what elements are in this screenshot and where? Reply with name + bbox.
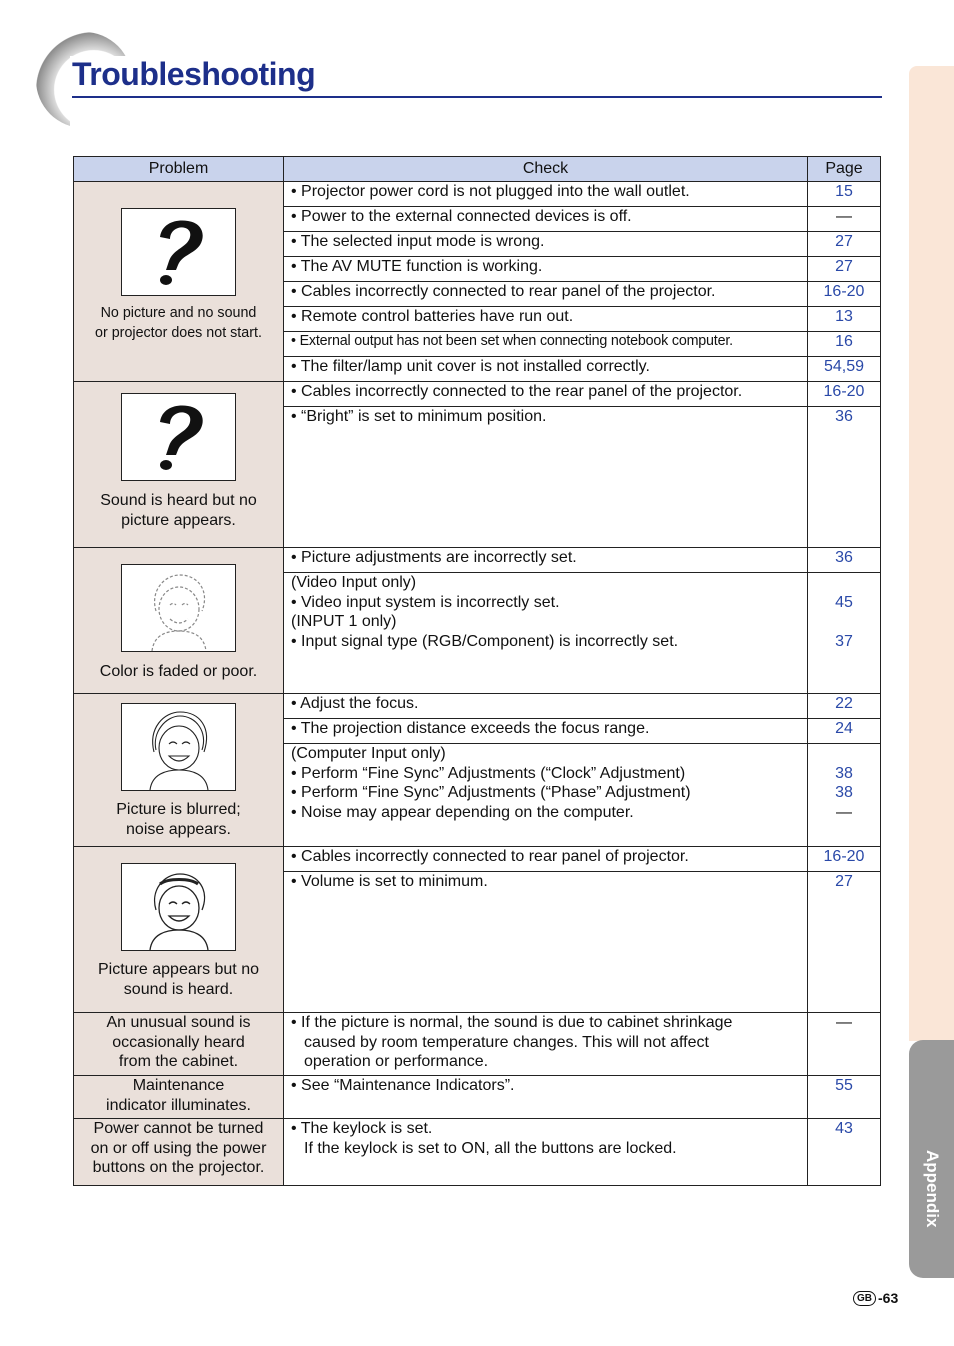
page-link[interactable]: 16-20 — [808, 847, 881, 872]
page-link[interactable]: 38 — [835, 764, 853, 782]
page-link[interactable]: 16-20 — [808, 282, 881, 307]
question-mark-icon — [121, 393, 236, 481]
check-cell: • If the picture is normal, the sound is due to cabinet shrinkage caused by room temperature changes. This will not affect operation or performance. — [284, 1013, 808, 1076]
problem-text: Maintenance indicator illuminates. — [106, 1077, 251, 1114]
page-link[interactable]: 16-20 — [808, 382, 881, 407]
question-mark-icon — [121, 208, 236, 296]
check-cell: • Volume is set to minimum. — [284, 872, 808, 1013]
page-link[interactable]: 27 — [808, 257, 881, 282]
problem-cell — [74, 694, 284, 847]
page-ref — [808, 573, 881, 694]
check-cell: • Projector power cord is not plugged into the wall outlet. — [284, 182, 808, 207]
check-cell: • The AV MUTE function is working. — [284, 257, 808, 282]
problem-cell — [74, 1119, 284, 1186]
page-ref: — — [808, 1013, 881, 1076]
faded-girl-illustration — [121, 564, 236, 652]
check-cell: • See “Maintenance Indicators”. — [284, 1076, 808, 1119]
page-link[interactable]: 22 — [808, 694, 881, 719]
check-cell: • Cables incorrectly connected to rear panel of the projector. — [284, 282, 808, 307]
page-link[interactable]: 36 — [808, 548, 881, 573]
page-link[interactable]: 45 — [835, 593, 853, 611]
problem-text: Color is faded or poor. — [99, 663, 258, 680]
page-number — [853, 1290, 898, 1306]
problem-cell — [74, 1013, 284, 1076]
blurred-girl-illustration — [121, 703, 236, 791]
side-tab-decoration — [909, 66, 954, 1041]
page-link[interactable]: 55 — [808, 1076, 881, 1119]
page-number-text: -63 — [878, 1290, 899, 1306]
page-title: Troubleshooting — [72, 56, 316, 92]
page-ref: — — [808, 207, 881, 232]
problem-cell — [74, 182, 284, 382]
troubleshooting-table — [73, 156, 881, 1186]
check-cell: • Power to the external connected devices is off. — [284, 207, 808, 232]
header-problem: Problem — [74, 157, 284, 182]
problem-text: Sound is heard but no picture appears. — [100, 492, 257, 529]
appendix-tab-label: Appendix — [923, 1150, 942, 1228]
problem-text: Picture is blurred; noise appears. — [116, 801, 241, 838]
problem-text: An unusual sound is occasionally heard from the cabinet. — [106, 1014, 251, 1070]
page-link[interactable]: 54,59 — [808, 357, 881, 382]
page-link[interactable]: 27 — [808, 872, 881, 1013]
check-cell: • The selected input mode is wrong. — [284, 232, 808, 257]
check-cell: • Picture adjustments are incorrectly set. — [284, 548, 808, 573]
check-cell: • External output has not been set when connecting notebook computer. — [284, 332, 808, 357]
gb-badge: GB — [853, 1291, 876, 1306]
check-cell: • Remote control batteries have run out. — [284, 307, 808, 332]
check-cell: (Video Input only) • Video input system is incorrectly set. (INPUT 1 only) • Input signal type (RGB/Component) is incorrectly set. — [284, 573, 808, 694]
page-link[interactable]: 43 — [808, 1119, 881, 1186]
page-link[interactable]: 24 — [808, 719, 881, 744]
page-ref: 38 38 — — [808, 744, 881, 847]
problem-text: Power cannot be turned on or off using the power buttons on the projector. — [90, 1120, 267, 1176]
problem-cell — [74, 1076, 284, 1119]
page-link[interactable]: 16 — [808, 332, 881, 357]
problem-text: Picture appears but no sound is heard. — [98, 961, 259, 998]
page-link[interactable]: 15 — [808, 182, 881, 207]
problem-cell — [74, 548, 284, 694]
page-link[interactable]: 37 — [835, 632, 853, 650]
check-cell: • The keylock is set. If the keylock is set to ON, all the buttons are locked. — [284, 1119, 808, 1186]
header-page: Page — [808, 157, 881, 182]
title-rule — [72, 96, 882, 98]
check-cell: • Adjust the focus. — [284, 694, 808, 719]
girl-illustration — [121, 863, 236, 951]
check-cell: • The filter/lamp unit cover is not installed correctly. — [284, 357, 808, 382]
check-cell: (Computer Input only) • Perform “Fine Sync” Adjustments (“Clock” Adjustment) • Perform “Fine Sync” Adjustments (“Phase” Adjustment) • Noise may appear depending on the computer. — [284, 744, 808, 847]
problem-cell — [74, 847, 284, 1013]
problem-cell — [74, 382, 284, 548]
problem-text: No picture and no sound or projector does not start. — [95, 305, 262, 341]
header-check: Check — [284, 157, 808, 182]
check-cell: • “Bright” is set to minimum position. — [284, 407, 808, 548]
check-cell: • Cables incorrectly connected to rear panel of projector. — [284, 847, 808, 872]
page-link[interactable]: 13 — [808, 307, 881, 332]
check-cell: • Cables incorrectly connected to the rear panel of the projector. — [284, 382, 808, 407]
check-cell: • The projection distance exceeds the focus range. — [284, 719, 808, 744]
page-link[interactable]: 36 — [808, 407, 881, 548]
page-link[interactable]: 27 — [808, 232, 881, 257]
page-link[interactable]: 38 — [835, 784, 853, 801]
